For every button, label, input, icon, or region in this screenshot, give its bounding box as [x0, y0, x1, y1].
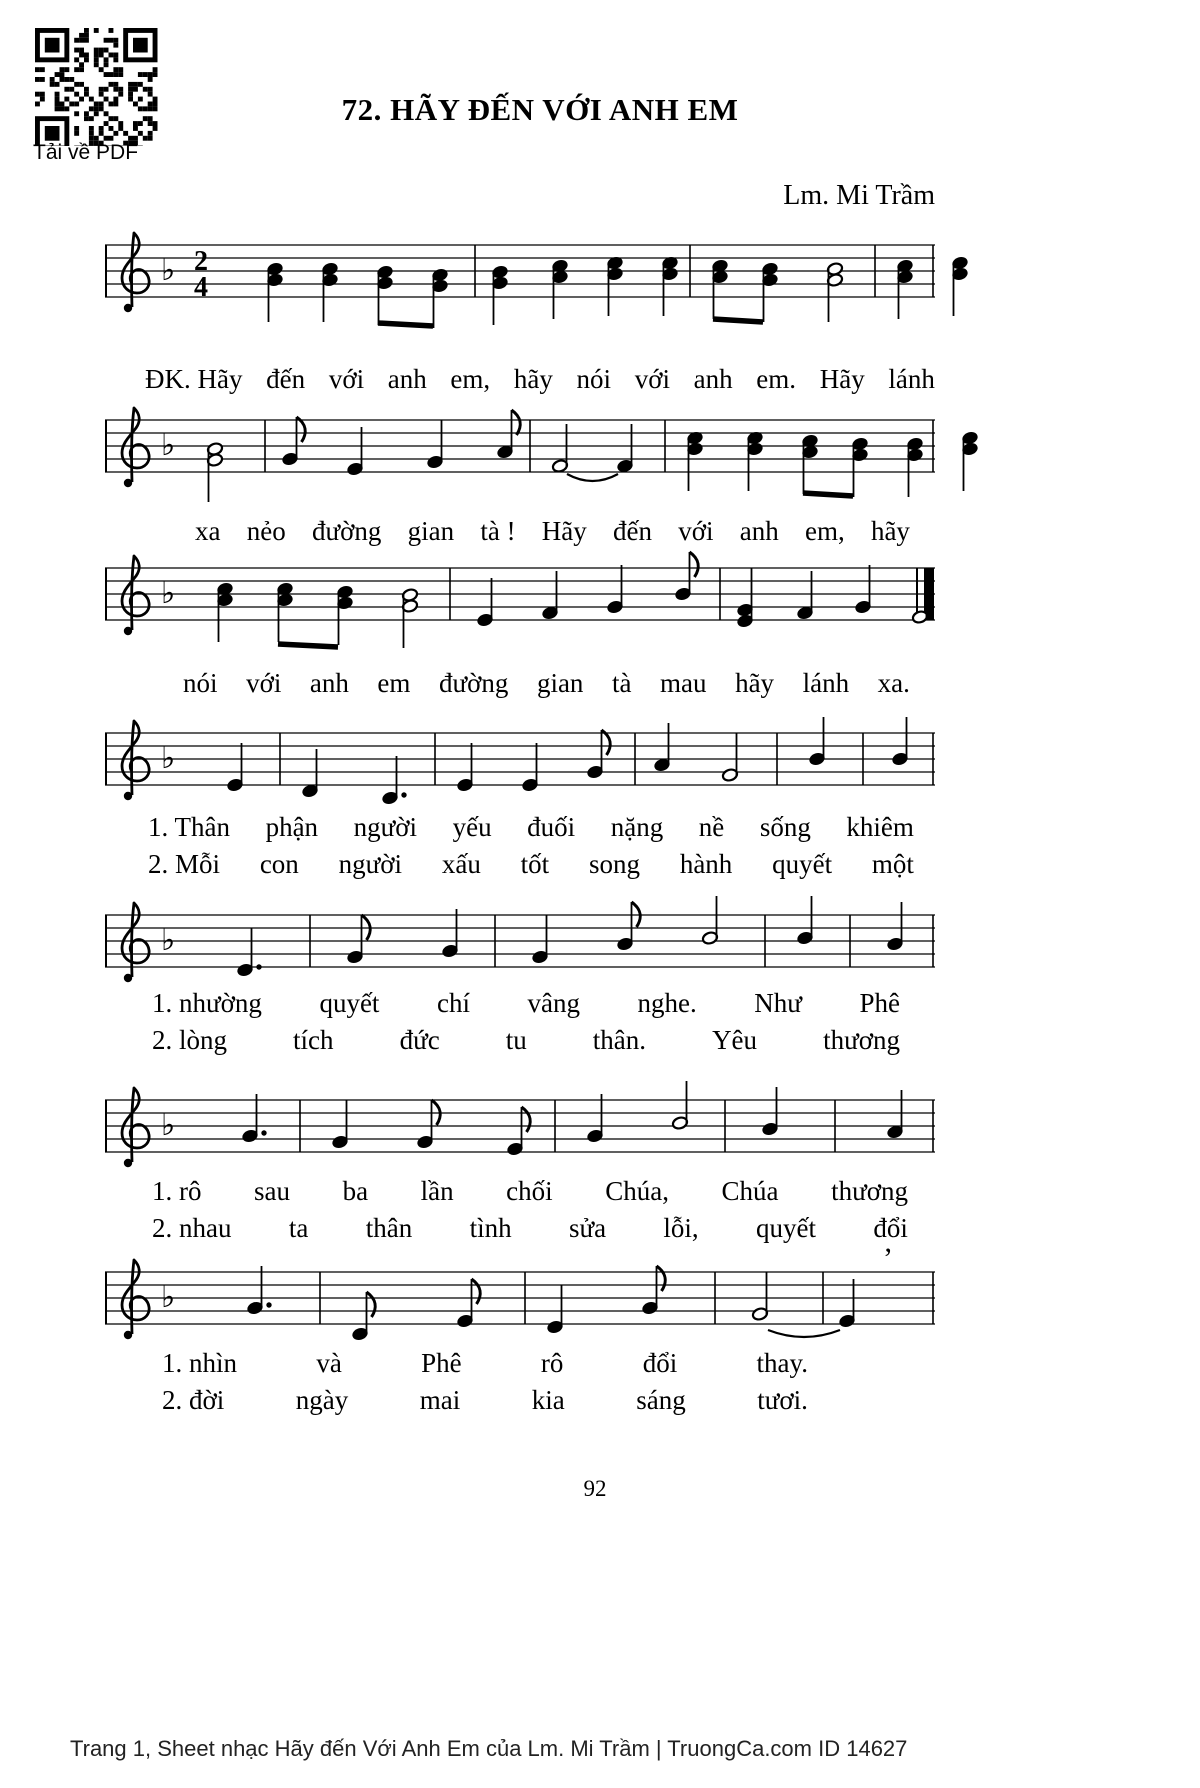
lyric-word: sau [254, 1176, 291, 1206]
verse-1-line-2 [152, 988, 900, 1019]
footer-text: Trang 1, Sheet nhạc Hãy đến Với Anh Em của Lm. Mi Trầm | TruongCa.com ID 14627 [70, 1736, 908, 1761]
lyric-word: đức [399, 1025, 440, 1055]
lyric-word: yếu [452, 812, 492, 842]
lyric-word: hãy [870, 516, 910, 546]
lyric-word: thân. [592, 1025, 647, 1055]
lyric-word: nẻo [246, 516, 286, 546]
lyric-word: 2. Mỗi [148, 849, 221, 879]
lyric-word: song [588, 849, 640, 879]
lyric-word: với [328, 364, 365, 394]
lyric-word: kia [531, 1385, 565, 1415]
lyric-word: thương [831, 1176, 908, 1206]
flat-sign-icon: ♭ [161, 741, 176, 776]
verse-2-line-2 [152, 1025, 900, 1056]
qr-code[interactable] [35, 28, 161, 146]
lyric-word: tà [611, 668, 632, 698]
lyric-word: rô [540, 1348, 564, 1378]
lyric-word: em, [450, 364, 491, 394]
lyric-word: Chúa, [605, 1176, 669, 1206]
lyric-word: nói [183, 668, 218, 698]
page-number: 92 [583, 1476, 607, 1501]
lyric-word: lánh [888, 364, 935, 394]
lyric-word: và [316, 1348, 342, 1378]
lyric-word: chí [436, 988, 470, 1018]
lyric-word: gian [536, 668, 584, 698]
lyric-word: ta [288, 1213, 309, 1243]
lyric-word: xa. [877, 668, 910, 698]
lyric-word: sáng [636, 1385, 686, 1415]
song-title: 72. HÃY ĐẾN VỚI ANH EM [341, 92, 739, 127]
staff-system-2 [105, 400, 935, 525]
lyric-word: hành [679, 849, 733, 879]
lyric-word: Như [754, 988, 802, 1018]
lyric-word: Hãy [541, 516, 587, 546]
lyric-word: gian [407, 516, 455, 546]
lyric-word: Phê [421, 1348, 462, 1378]
lyric-word: khiêm [846, 812, 914, 842]
lyric-word: thân [365, 1213, 413, 1243]
lyric-word: tu [505, 1025, 527, 1055]
lyric-word: nề [698, 812, 725, 842]
lyric-word: lỗi, [663, 1213, 699, 1243]
lyric-word: ba [342, 1176, 369, 1206]
lyric-word: quyết [756, 1213, 817, 1243]
staff-system-1 [105, 225, 935, 350]
verse-2-line-3 [152, 1213, 908, 1244]
lyric-word: ĐK. Hãy [145, 364, 243, 394]
svg-text:2: 2 [194, 246, 208, 277]
verse-2-line-4 [162, 1385, 808, 1416]
flat-sign-icon: ♭ [161, 576, 176, 611]
lyric-word: đến [266, 364, 306, 394]
lyric-word: xa [195, 516, 221, 546]
lyric-word: vâng [527, 988, 580, 1018]
verse-1-line-1 [148, 812, 914, 843]
refrain-line-3 [183, 668, 910, 699]
lyric-word: anh [387, 364, 427, 394]
lyric-word: em, [804, 516, 845, 546]
lyric-word: nói [576, 364, 612, 394]
lyric-word: tình [469, 1213, 512, 1243]
breath-mark-icon: ’ [883, 1242, 893, 1275]
lyric-word: con [259, 849, 299, 879]
lyric-word: 2. lòng [152, 1025, 228, 1055]
lyric-word: đường [438, 668, 509, 698]
lyric-word: 1. Thân [148, 812, 230, 842]
lyric-word: phận [265, 812, 319, 842]
lyric-word: hãy [735, 668, 775, 698]
lyric-word: sống [759, 812, 811, 842]
qr-code-image [35, 28, 161, 146]
verse-1-line-3 [152, 1176, 908, 1207]
lyric-word: Hãy [819, 364, 865, 394]
lyric-word: một [871, 849, 914, 879]
lyric-word: sửa [568, 1213, 607, 1243]
refrain-line-1 [145, 364, 935, 395]
lyric-word: đuối [527, 812, 576, 842]
lyric-word: mai [419, 1385, 461, 1415]
lyric-word: với [678, 516, 714, 546]
lyric-word: anh [739, 516, 779, 546]
lyric-word: thương [823, 1025, 900, 1055]
lyric-word: lánh [802, 668, 850, 698]
lyric-word: đổi [642, 1348, 678, 1378]
lyric-word: thay. [756, 1348, 808, 1378]
lyric-word: 1. nhường [152, 988, 262, 1018]
lyric-word: chối [506, 1176, 553, 1206]
lyric-word: 2. nhau [152, 1213, 232, 1243]
lyric-word: Yêu [712, 1025, 758, 1055]
lyric-word: đổi [873, 1213, 908, 1243]
lyric-word: người [353, 812, 418, 842]
staff-system-3 [105, 548, 935, 673]
flat-sign-icon: ♭ [161, 1108, 176, 1143]
lyric-word: mau [660, 668, 707, 698]
flat-sign-icon: ♭ [161, 923, 176, 958]
lyric-word: nặng [610, 812, 664, 842]
verse-1-line-4 [162, 1348, 808, 1379]
lyric-word: tích [293, 1025, 334, 1055]
verse-2-line-1 [148, 849, 914, 880]
lyric-word: lần [420, 1176, 454, 1206]
flat-sign-icon: ♭ [161, 1280, 176, 1315]
lyric-word: đến [613, 516, 652, 546]
flat-sign-icon: ♭ [161, 428, 176, 463]
lyric-word: 1. rô [152, 1176, 202, 1206]
lyric-word: đường [311, 516, 382, 546]
lyric-word: anh [693, 364, 733, 394]
lyric-word: ngày [295, 1385, 349, 1415]
svg-text:4: 4 [194, 272, 208, 303]
lyric-word: tươi. [757, 1385, 808, 1415]
lyric-word: hãy [513, 364, 553, 394]
lyric-word: quyết [772, 849, 833, 879]
lyric-word: với [634, 364, 670, 394]
composer-name: Lm. Mi Trầm [783, 180, 935, 211]
lyric-word: em. [756, 364, 797, 394]
lyric-word: tà ! [480, 516, 516, 546]
lyric-word: Chúa [721, 1176, 779, 1206]
download-pdf-link[interactable]: Tải về PDF [33, 141, 139, 164]
lyric-word: xấu [441, 849, 481, 879]
lyric-word: người [338, 849, 403, 879]
lyric-word: anh [309, 668, 349, 698]
refrain-line-2 [195, 516, 910, 547]
lyric-word: với [246, 668, 282, 698]
lyric-word: 1. nhìn [162, 1348, 238, 1378]
lyric-word: em [377, 668, 411, 698]
lyric-word: quyết [319, 988, 380, 1018]
lyric-word: Phê [859, 988, 900, 1018]
lyric-word: 2. đời [162, 1385, 225, 1415]
flat-sign-icon: ♭ [161, 253, 176, 288]
lyric-word: nghe. [637, 988, 697, 1018]
lyric-word: tốt [520, 849, 550, 879]
